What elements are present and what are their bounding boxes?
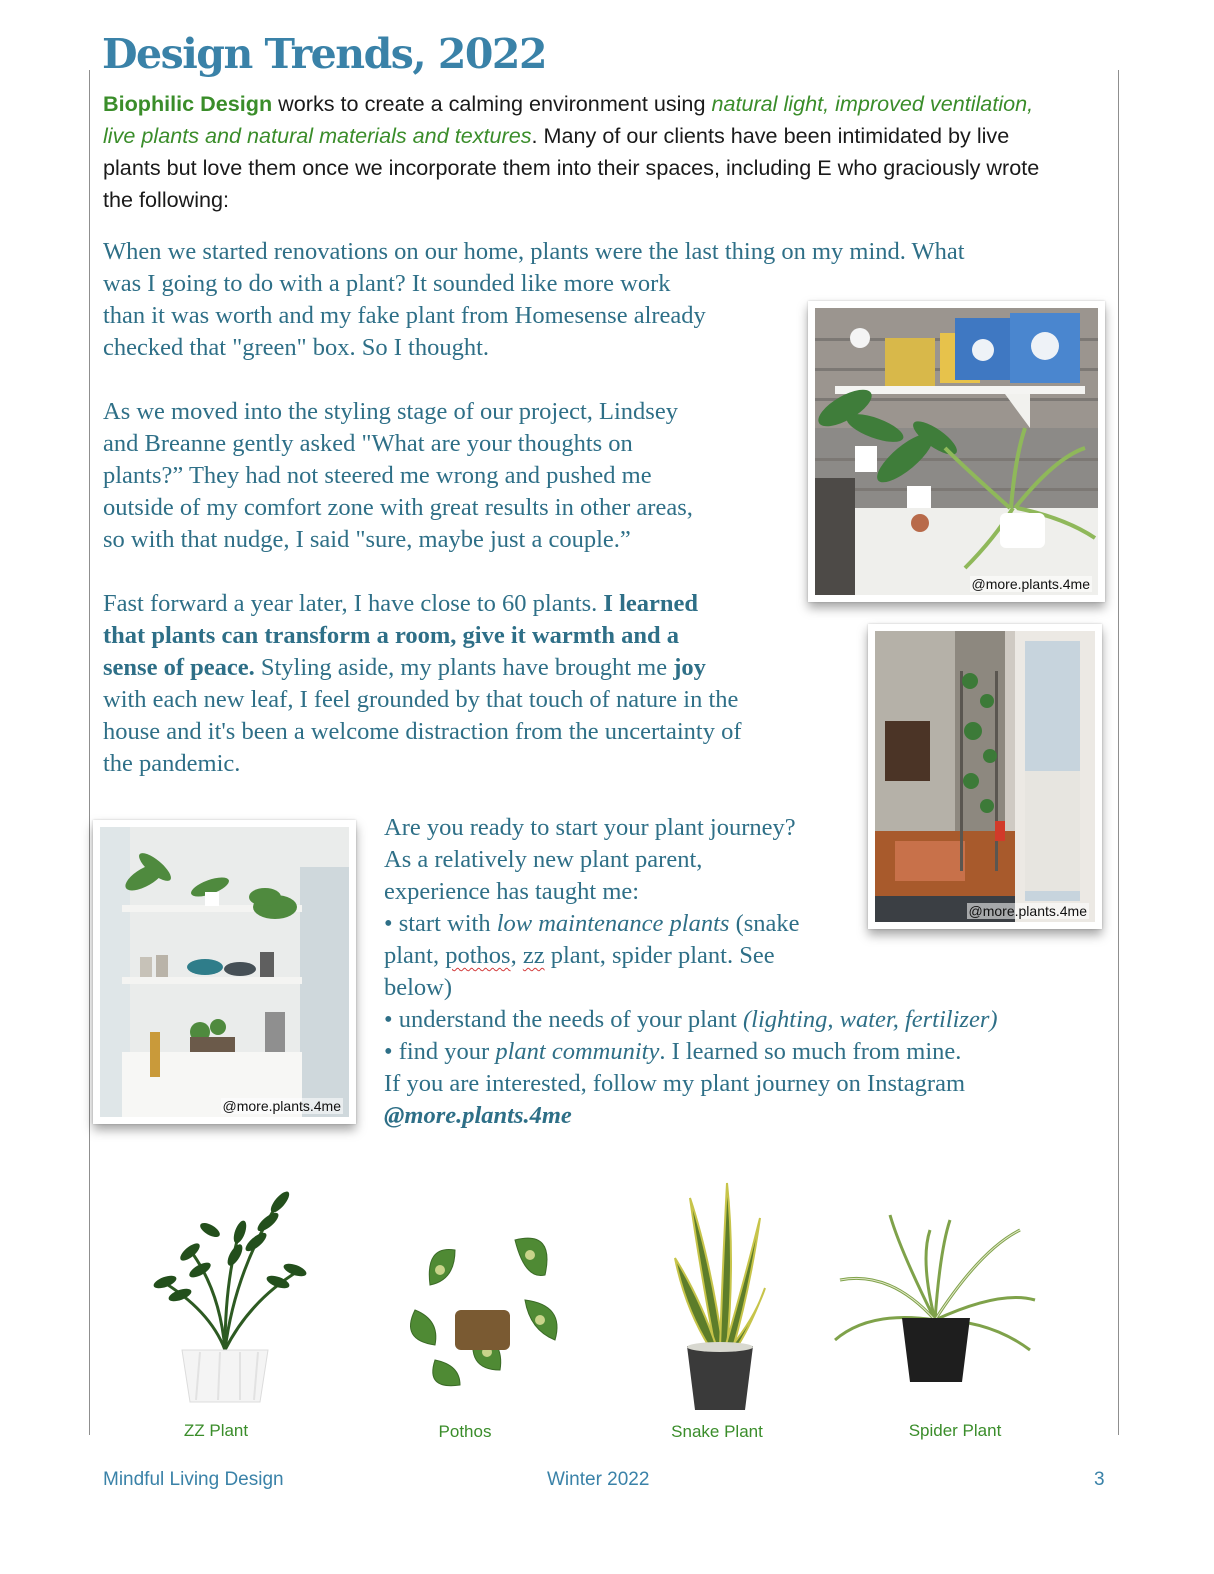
advice-text: (snake	[729, 910, 800, 937]
instagram-handle[interactable]: @more.plants.4me	[384, 1102, 572, 1129]
testimonial-p1-line: than it was worth and my fake plant from Homesense already	[103, 302, 706, 329]
testimonial-p3-line: the pandemic.	[103, 750, 241, 777]
advice-text: • start with	[384, 910, 497, 937]
photo-credit: @more.plants.4me	[971, 576, 1090, 592]
testimonial-p3-line	[103, 588, 698, 620]
p3-bold: I learned	[603, 590, 699, 617]
advice-text: • find your	[384, 1038, 496, 1065]
photo-shelf-plants	[808, 301, 1105, 602]
photo-kitchen-shelves	[93, 820, 356, 1124]
testimonial-p2-line: and Breanne gently asked "What are your thoughts on	[103, 430, 633, 457]
testimonial-p2-line: plants?” They had not steered me wrong and pushed me	[103, 462, 652, 489]
testimonial-p2-line: so with that nudge, I said "sure, maybe just a couple.”	[103, 526, 631, 553]
page-title: Design Trends, 2022	[102, 30, 546, 78]
plant-label-spider: Spider Plant	[908, 1421, 1002, 1440]
plant-label-snake: Snake Plant	[671, 1422, 763, 1441]
testimonial-p2-line: outside of my comfort zone with great results in other areas,	[103, 494, 693, 521]
photo-credit: @more.plants.4me	[968, 903, 1087, 919]
snake-plant-image	[665, 1178, 775, 1413]
testimonial-p3-line: with each new leaf, I feel grounded by that touch of nature in the	[103, 686, 739, 713]
p3-text: Fast forward a year later, I have close to 60 plants.	[103, 590, 604, 617]
p3-text: Styling aside, my plants have brought me	[254, 654, 674, 681]
shelf-plants-image	[815, 308, 1098, 595]
zz-plant-image	[130, 1170, 320, 1410]
advice-line	[384, 908, 800, 940]
advice-text: . I learned so much from mine.	[659, 1038, 962, 1065]
advice-italic: plant community	[495, 1038, 660, 1065]
testimonial-p3-line: house and it's been a welcome distraction from the uncertainty of	[103, 718, 742, 745]
advice-italic: low maintenance plants	[496, 910, 730, 937]
testimonial-p3-line: that plants can transform a room, give it warmth and a	[103, 622, 679, 649]
advice-line: If you are interested, follow my plant journey on Instagram	[384, 1070, 966, 1097]
intro-paragraph	[103, 88, 1063, 216]
p3-bold: sense of peace.	[103, 654, 255, 681]
advice-line	[384, 1036, 961, 1068]
p3-bold-joy: joy	[673, 654, 706, 681]
testimonial-p2-line: As we moved into the styling stage of our project, Lindsey	[103, 398, 678, 425]
spellcheck-word: pothos	[445, 942, 511, 969]
pothos-image	[395, 1220, 575, 1400]
testimonial-p1-line: checked that "green" box. So I thought.	[103, 334, 490, 361]
right-margin-rule	[1118, 70, 1119, 1435]
plant-stand-image	[875, 631, 1095, 922]
advice-line	[384, 1004, 998, 1036]
plant-label-pothos: Pothos	[438, 1422, 492, 1441]
advice-line: Are you ready to start your plant journey?	[384, 814, 796, 841]
advice-text: ,	[510, 942, 523, 969]
spider-plant-image	[830, 1210, 1040, 1390]
testimonial-p3-line	[103, 652, 706, 684]
photo-credit: @more.plants.4me	[222, 1098, 341, 1114]
advice-text: plant, spider plant. See	[544, 942, 775, 969]
advice-line: below)	[384, 974, 453, 1001]
advice-line: experience has taught me:	[384, 878, 640, 905]
advice-text: • understand the needs of your plant	[384, 1006, 743, 1033]
intro-italic: natural light, improved ventilation, live plants and natural materials and textures	[103, 91, 1034, 148]
left-margin-rule	[89, 70, 90, 1435]
spellcheck-word: zz	[522, 942, 545, 969]
advice-line: As a relatively new plant parent,	[384, 846, 703, 873]
intro-text-2: . Many of our clients have been intimidated by live plants but love them once we incorporate them into their spaces, including E who graciously wrote the following:	[103, 123, 1040, 212]
plant-label-zz: ZZ Plant	[183, 1421, 249, 1440]
footer-page-number: 3	[1094, 1469, 1105, 1490]
kitchen-shelves-image	[100, 827, 349, 1117]
intro-text-1: works to create a calming environment using	[272, 91, 712, 116]
footer-publication: Mindful Living Design	[103, 1469, 284, 1490]
testimonial-p1-line: was I going to do with a plant? It sounded like more work	[103, 270, 671, 297]
advice-text: plant,	[384, 942, 446, 969]
photo-plant-stand	[868, 624, 1102, 929]
footer-issue: Winter 2022	[547, 1469, 650, 1490]
testimonial-p1-line: When we started renovations on our home, plants were the last thing on my mind. What	[103, 238, 965, 265]
advice-line	[384, 940, 775, 972]
advice-italic: (lighting, water, fertilizer)	[742, 1006, 998, 1033]
intro-lead: Biophilic Design	[103, 91, 273, 116]
